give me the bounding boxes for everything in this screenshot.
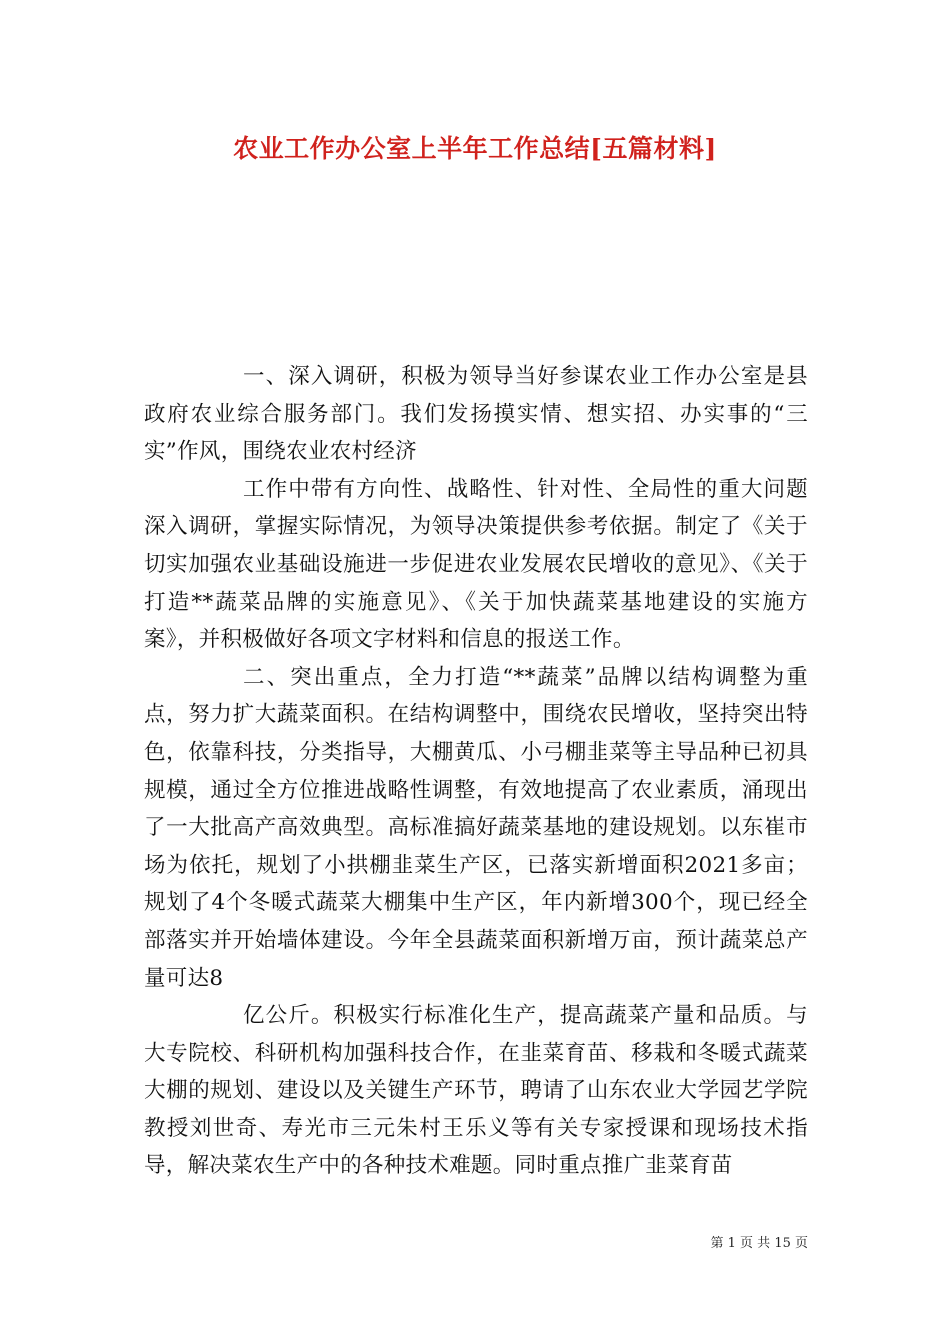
page-number: 第 1 页 共 15 页: [710, 1236, 808, 1251]
paragraph-2: 工作中带有方向性、战略性、针对性、全局性的重大问题深入调研，掌握实际情况，为领导决策提供参考依据。制定了《关于切实加强农业基础设施进一步促进农业发展农民增收的意见》、《关于打造**蔬菜品牌的实施意见》、《关于加快蔬菜基地建设的实施方案》，并积极做好各项文字材料和信息的报送工作。: [144, 476, 808, 653]
document-title: 农业工作办公室上半年工作总结[五篇材料]: [233, 134, 717, 163]
paragraph-1: 一、深入调研，积极为领导当好参谋农业工作办公室是县政府农业综合服务部门。我们发扬摸实情、想实招、办实事的“三实”作风，围绕农业农村经济: [144, 364, 808, 465]
paragraph-3: 二、突出重点，全力打造“**蔬菜”品牌以结构调整为重点，努力扩大蔬菜面积。在结构调整中，围绕农民增收，坚持突出特色，依靠科技，分类指导，大棚黄瓜、小弓棚韭菜等主导品种已初具规模，通过全方位推进战略性调整，有效地提高了农业素质，涌现出了一大批高产高效典型。高标准搞好蔬菜基地的建设规划。以东崔市场为依托，规划了小拱棚韭菜生产区，已落实新增面积2021多亩；规划了4个冬暖式蔬菜大棚集中生产区，年内新增300个，现已经全部落实并开始墙体建设。今年全县蔬菜面积新增万亩，预计蔬菜总产量可达8: [144, 664, 808, 991]
document-body: [144, 358, 808, 1185]
paragraph-4: 亿公斤。积极实行标准化生产，提高蔬菜产量和品质。与大专院校、科研机构加强科技合作，在韭菜育苗、移栽和冬暖式蔬菜大棚的规划、建设以及关键生产环节，聘请了山东农业大学园艺学院教授刘世奇、寿光市三元朱村王乐义等有关专家授课和现场技术指导，解决菜农生产中的各种技术难题。同时重点推广韭菜育苗: [144, 1003, 808, 1179]
